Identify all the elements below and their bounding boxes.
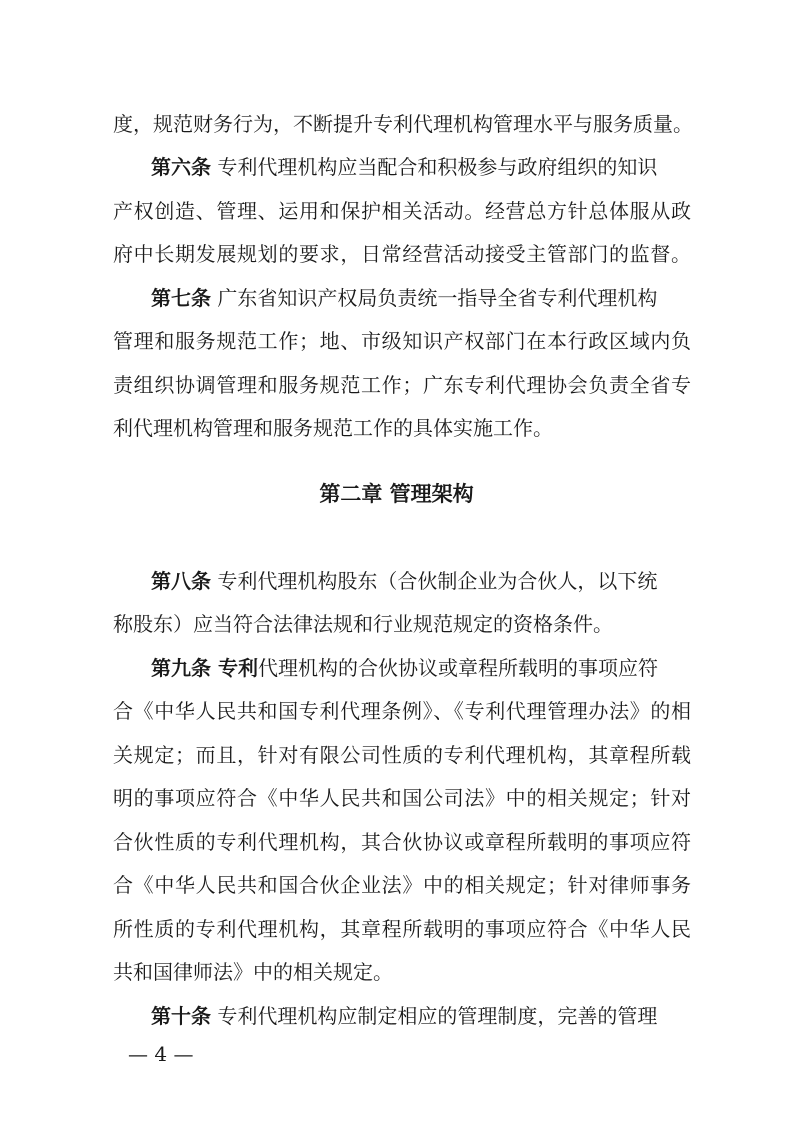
paragraph-line: 府中长期发展规划的要求，日常经营活动接受主管部门的监督。 (113, 242, 691, 266)
paragraph-line: 关规定；而且，针对有限公司性质的专利代理机构，其章程所载 (113, 743, 691, 767)
paragraph-line: 称股东）应当符合法律法规和行业规范规定的资格条件。 (113, 612, 613, 636)
article-6-text: 专利代理机构应当配合和积极参与政府组织的知识 (217, 155, 658, 179)
article-9-first-line (151, 654, 691, 682)
paragraph-line: 合伙性质的专利代理机构，其合伙协议或章程所载明的事项应符 (113, 830, 691, 854)
paragraph-line: 产权创造、管理、运用和保护相关活动。经营总方针总体服从政 (113, 199, 691, 223)
paragraph-line: 责组织协调管理和服务规范工作；广东专利代理协会负责全省专 (113, 373, 691, 397)
article-7-text: 广东省知识产权局负责统一指导全省专利代理机构 (217, 286, 658, 310)
paragraph-line: 共和国律师法》中的相关规定。 (113, 960, 393, 984)
paragraph-line: 管理和服务规范工作；地、市级知识产权部门在本行政区域内负 (113, 329, 691, 353)
article-7-label: 第七条 (151, 286, 211, 310)
article-10-label: 第十条 (151, 1004, 211, 1028)
article-9-label: 第九条 专利 (151, 656, 258, 680)
article-7-first-line (151, 284, 691, 312)
article-10-first-line (151, 1002, 691, 1030)
chapter-heading: 第二章 管理架构 (319, 482, 474, 506)
article-8-label: 第八条 (151, 569, 211, 593)
article-10-text: 专利代理机构应制定相应的管理制度，完善的管理 (217, 1004, 658, 1028)
page-number: — 4 — (128, 1042, 194, 1066)
article-8-first-line (151, 567, 691, 595)
paragraph-line: 合《中华人民共和国专利代理条例》、《专利代理管理办法》的相 (113, 699, 691, 723)
article-6-first-line (151, 153, 691, 181)
article-8-text: 专利代理机构股东（合伙制企业为合伙人，以下统 (217, 569, 658, 593)
paragraph-line: 度，规范财务行为，不断提升专利代理机构管理水平与服务质量。 (113, 112, 693, 136)
paragraph-line: 所性质的专利代理机构，其章程所载明的事项应符合《中华人民 (113, 917, 691, 941)
paragraph-line: 利代理机构管理和服务规范工作的具体实施工作。 (113, 416, 553, 440)
article-9-text: 代理机构的合伙协议或章程所载明的事项应符 (257, 656, 658, 680)
paragraph-line: 明的事项应符合《中华人民共和国公司法》中的相关规定；针对 (113, 786, 691, 810)
article-6-label: 第六条 (151, 155, 211, 179)
paragraph-line: 合《中华人民共和国合伙企业法》中的相关规定；针对律师事务 (113, 873, 691, 897)
